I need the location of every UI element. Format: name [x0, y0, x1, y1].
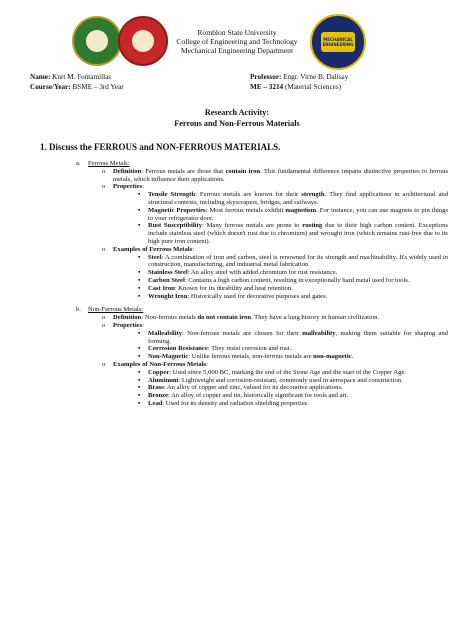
course-year: BSME – 3rd Year: [72, 82, 124, 91]
square-bullet: ▪: [138, 191, 141, 199]
circle-bullet: o: [102, 245, 106, 253]
square-bullet: ▪: [138, 392, 141, 400]
question-heading: 1. Discuss the FERROUS and NON-FERROUS MATERIALS.: [40, 142, 281, 152]
ferrous-example-item: ▪ Cast Iron: Known for its durability and heat retention.: [138, 284, 293, 292]
university-name: Romblon State University: [197, 28, 277, 37]
nonferrous-prop-item: ▪ Corrosion Resistance: They resist corrosion and rust.: [138, 345, 292, 353]
ferrous-example-item: ▪ Stainless Steel: An alloy steel with added chromium for rust resistance.: [138, 269, 338, 277]
square-bullet: ▪: [138, 269, 141, 277]
section-nonferrous: [76, 306, 448, 314]
square-bullet: ▪: [138, 284, 141, 292]
subject-name: (Material Sciences): [284, 82, 342, 91]
section-marker-b: b.: [76, 306, 81, 314]
square-bullet: ▪: [138, 368, 141, 376]
square-bullet: ▪: [138, 353, 141, 361]
ferrous-properties: o Properties:: [102, 183, 145, 191]
circle-bullet: o: [102, 314, 106, 322]
properties-label: Properties: [113, 183, 143, 191]
nonferrous-definition: o Definition: Non-ferrous metals do not contain iron. They have a long history in human civilization.: [102, 314, 380, 322]
course-info: [250, 73, 348, 92]
definition-label: Definition: [113, 167, 142, 175]
square-bullet: ▪: [138, 276, 141, 284]
properties-label: Properties: [113, 321, 143, 329]
content-body: [76, 160, 448, 408]
subject-code: ME – 3214: [250, 82, 284, 91]
nonferrous-example-item: ▪ Bronze: An alloy of copper and tin, historically significant for tools and art.: [138, 392, 349, 400]
ferrous-definition: o Definition: Ferrous metals are those that contain iron. This fundamental difference imparts distinctive properties to ferrous metals, which influence their applications.: [102, 167, 448, 183]
nonferrous-properties: o Properties:: [102, 321, 145, 329]
circle-bullet: o: [102, 183, 106, 191]
student-name: Kurt M. Fontamillas: [52, 73, 112, 81]
nonferrous-prop-item: ▪ Non-Magnetic: Unlike ferrous metals, non-ferrous metals are non-magnetic.: [138, 353, 354, 361]
definition-label: Definition: [113, 314, 142, 322]
examples-label: Examples of Non-Ferrous Metals: [113, 360, 207, 368]
square-bullet: ▪: [138, 222, 141, 230]
circle-bullet: o: [102, 167, 106, 175]
square-bullet: ▪: [138, 329, 141, 337]
ferrous-prop-item: ▪ Magnetic Properties: Most ferrous metals exhibit magnetism. For instance, you can use magnets to pin things to your refrigerator door.: [138, 206, 448, 222]
nonferrous-example-item: ▪ Aluminum: Lightweight and corrosion-resistant, commonly used in aerospace and construction.: [138, 376, 403, 384]
section-marker-a: a.: [76, 160, 81, 167]
ferrous-prop-item: ▪ Rust Susceptibility: Many ferrous metals are prone to rusting due to their high carbon content. Exceptions include stainless steel (which doesn't rust due to chromium) and wrought iron (which remains rust-free due to its high pure iron content).: [138, 222, 448, 245]
nonferrous-example-item: ▪ Copper: Used since 5,000 BC, marking the end of the Stone Age and the start of the Copper Age.: [138, 368, 407, 376]
nonferrous-example-item: ▪ Lead: Used for its density and radiation shielding properties.: [138, 399, 309, 407]
section-ferrous: [76, 160, 448, 168]
college-name: College of Engineering and Technology: [176, 37, 298, 47]
square-bullet: ▪: [138, 253, 141, 261]
department-name: Mechanical Engineering Department: [180, 46, 294, 56]
professor-name: Engr. Virne B. Dalisay: [283, 73, 349, 81]
square-bullet: ▪: [138, 376, 141, 384]
student-info: [30, 73, 124, 92]
examples-label: Examples of Ferrous Metals: [113, 245, 193, 253]
title-line-2: Ferrous and Non-Ferrous Materials: [174, 118, 300, 128]
ferrous-examples: o Examples of Ferrous Metals:: [102, 245, 195, 253]
square-bullet: ▪: [138, 399, 141, 407]
professor-label: Professor:: [250, 73, 282, 81]
university-seal-logo: [72, 16, 122, 66]
circle-bullet: o: [102, 321, 106, 329]
circle-bullet: o: [102, 360, 106, 368]
ferrous-prop-item: ▪ Tensile Strength: Ferrous metals are known for their strength. They find applications in architectural and structural contexts, including skyscrapers, bridges, and railways.: [138, 191, 448, 206]
course-label: Course/Year:: [30, 82, 71, 91]
department-logo-text: MECHANICAL ENGINEERING: [322, 37, 354, 47]
title-line-1: Research Activity:: [204, 108, 270, 117]
ferrous-heading: Ferrous Metals:: [88, 160, 130, 167]
nonferrous-examples: o Examples of Non-Ferrous Metals:: [102, 360, 208, 368]
square-bullet: ▪: [138, 345, 141, 353]
name-label: Name:: [30, 73, 51, 81]
square-bullet: ▪: [138, 292, 141, 300]
square-bullet: ▪: [138, 206, 141, 214]
page-title: [0, 108, 474, 129]
nonferrous-heading: Non-Ferrous Metals:: [88, 306, 144, 314]
letterhead: [0, 10, 474, 70]
institution-block: [160, 28, 314, 56]
nonferrous-example-item: ▪ Brass: An alloy of copper and zinc, valued for its decorative applications.: [138, 384, 343, 392]
nonferrous-prop-item: ▪ Malleability: Non-ferrous metals are chosen for their malleability, making them suitable for shaping and forming.: [138, 329, 448, 345]
ferrous-example-item: ▪ Steel: A combination of iron and carbon, steel is renowned for its strength and machinability. It's widely used in construction, manufacturing, and industrial metal fabrication.: [138, 253, 448, 269]
ferrous-example-item: ▪ Carbon Steel: Contains a high carbon content, resulting in exceptionally hard metal used for tools.: [138, 276, 410, 284]
department-logo: [310, 14, 366, 70]
square-bullet: ▪: [138, 384, 141, 392]
ferrous-example-item: ▪ Wrought Iron: Historically used for decorative purposes and gates.: [138, 292, 328, 300]
